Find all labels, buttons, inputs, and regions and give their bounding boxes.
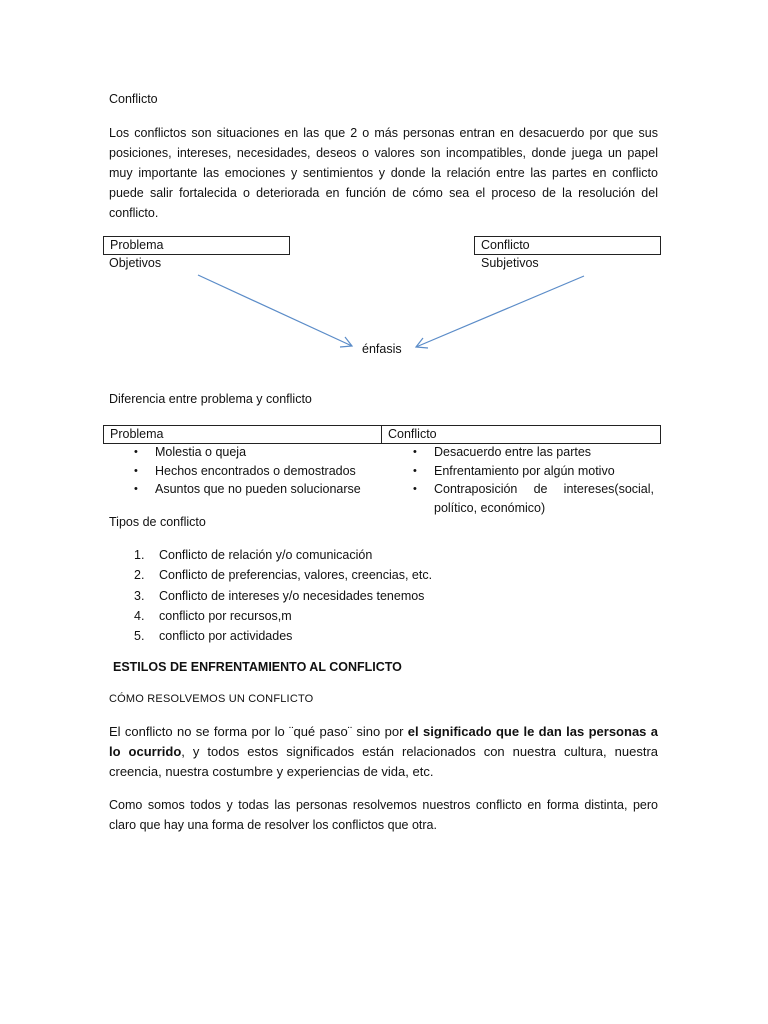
enfasis-label: énfasis <box>362 342 402 356</box>
resolution-paragraph: Como somos todos y todas las personas resolvemos nuestros conflicto en forma distinta, pero claro que hay una forma de resolver los conflictos que otra. <box>109 798 658 832</box>
conflicto-list <box>410 443 654 517</box>
document-heading: Conflicto <box>109 92 158 106</box>
bullet-icon: • <box>134 446 138 458</box>
header-conflicto: Conflicto <box>388 427 437 441</box>
bullet-icon: • <box>134 483 138 495</box>
left-arrow <box>198 275 352 347</box>
problema-list <box>131 443 371 499</box>
styles-heading: ESTILOS DE ENFRENTAMIENTO AL CONFLICTO <box>113 660 402 674</box>
list-item: 5. conflicto por actividades <box>134 629 293 644</box>
header-problema: Problema <box>104 426 382 443</box>
diagram-arrows <box>0 0 768 400</box>
bullet-icon: • <box>134 464 138 477</box>
subjetivos-label: Subjetivos <box>481 256 539 270</box>
comparison-table-header <box>103 425 661 444</box>
meaning-paragraph: El conflicto no se forma por lo ¨qué paso¨ sino por el significado que le dan las personas a lo ocurrido, y todos estos significados están relacionados con nuestra cultura, nuestra creencia, nuestra costumbre y experiencias de vida, etc. <box>109 724 659 779</box>
conflicto-box: Conflicto <box>474 236 661 255</box>
list-item: • Desacuerdo entre las partes <box>410 443 654 462</box>
emphasis-text: el significado que le dan las personas a lo ocurrido <box>109 724 658 759</box>
list-item: 4. conflicto por recursos,m <box>134 608 292 623</box>
list-item: • Molestia o queja <box>131 443 371 462</box>
difference-title: Diferencia entre problema y conflicto <box>109 392 312 406</box>
resolve-heading: CÓMO RESOLVEMOS UN CONFLICTO <box>109 693 314 705</box>
bullet-icon: • <box>413 483 417 495</box>
list-item: • Contraposición de intereses(social, político, económico) <box>413 482 654 515</box>
list-item: • Enfrentamiento por algún motivo <box>410 462 654 481</box>
list-item: 3. Conflicto de intereses y/o necesidades tenemos <box>134 588 425 603</box>
bullet-icon: • <box>413 446 417 458</box>
problema-box: Problema <box>103 236 290 255</box>
types-list <box>134 545 432 646</box>
intro-paragraph: Los conflictos son situaciones en las que 2 o más personas entran en desacuerdo por que sus posiciones, intereses, necesidades, deseos o valores son incompatibles, donde juega un papel muy importante las emociones y sentimientos y donde la relación entre las partes en conflicto puede salir fortalecida o deteriorada en función de cómo sea el proceso de la resolución del conflicto. <box>109 126 658 220</box>
list-item: 2. Conflicto de preferencias, valores, creencias, etc. <box>134 568 433 583</box>
bullet-icon: • <box>413 464 417 477</box>
objetivos-label: Objetivos <box>109 256 162 270</box>
list-item: • Asuntos que no pueden solucionarse <box>131 480 371 499</box>
list-item: 1. Conflicto de relación y/o comunicación <box>134 548 373 562</box>
list-item: • Hechos encontrados o demostrados <box>131 462 371 481</box>
right-arrow <box>416 276 584 348</box>
types-title: Tipos de conflicto <box>109 515 206 529</box>
